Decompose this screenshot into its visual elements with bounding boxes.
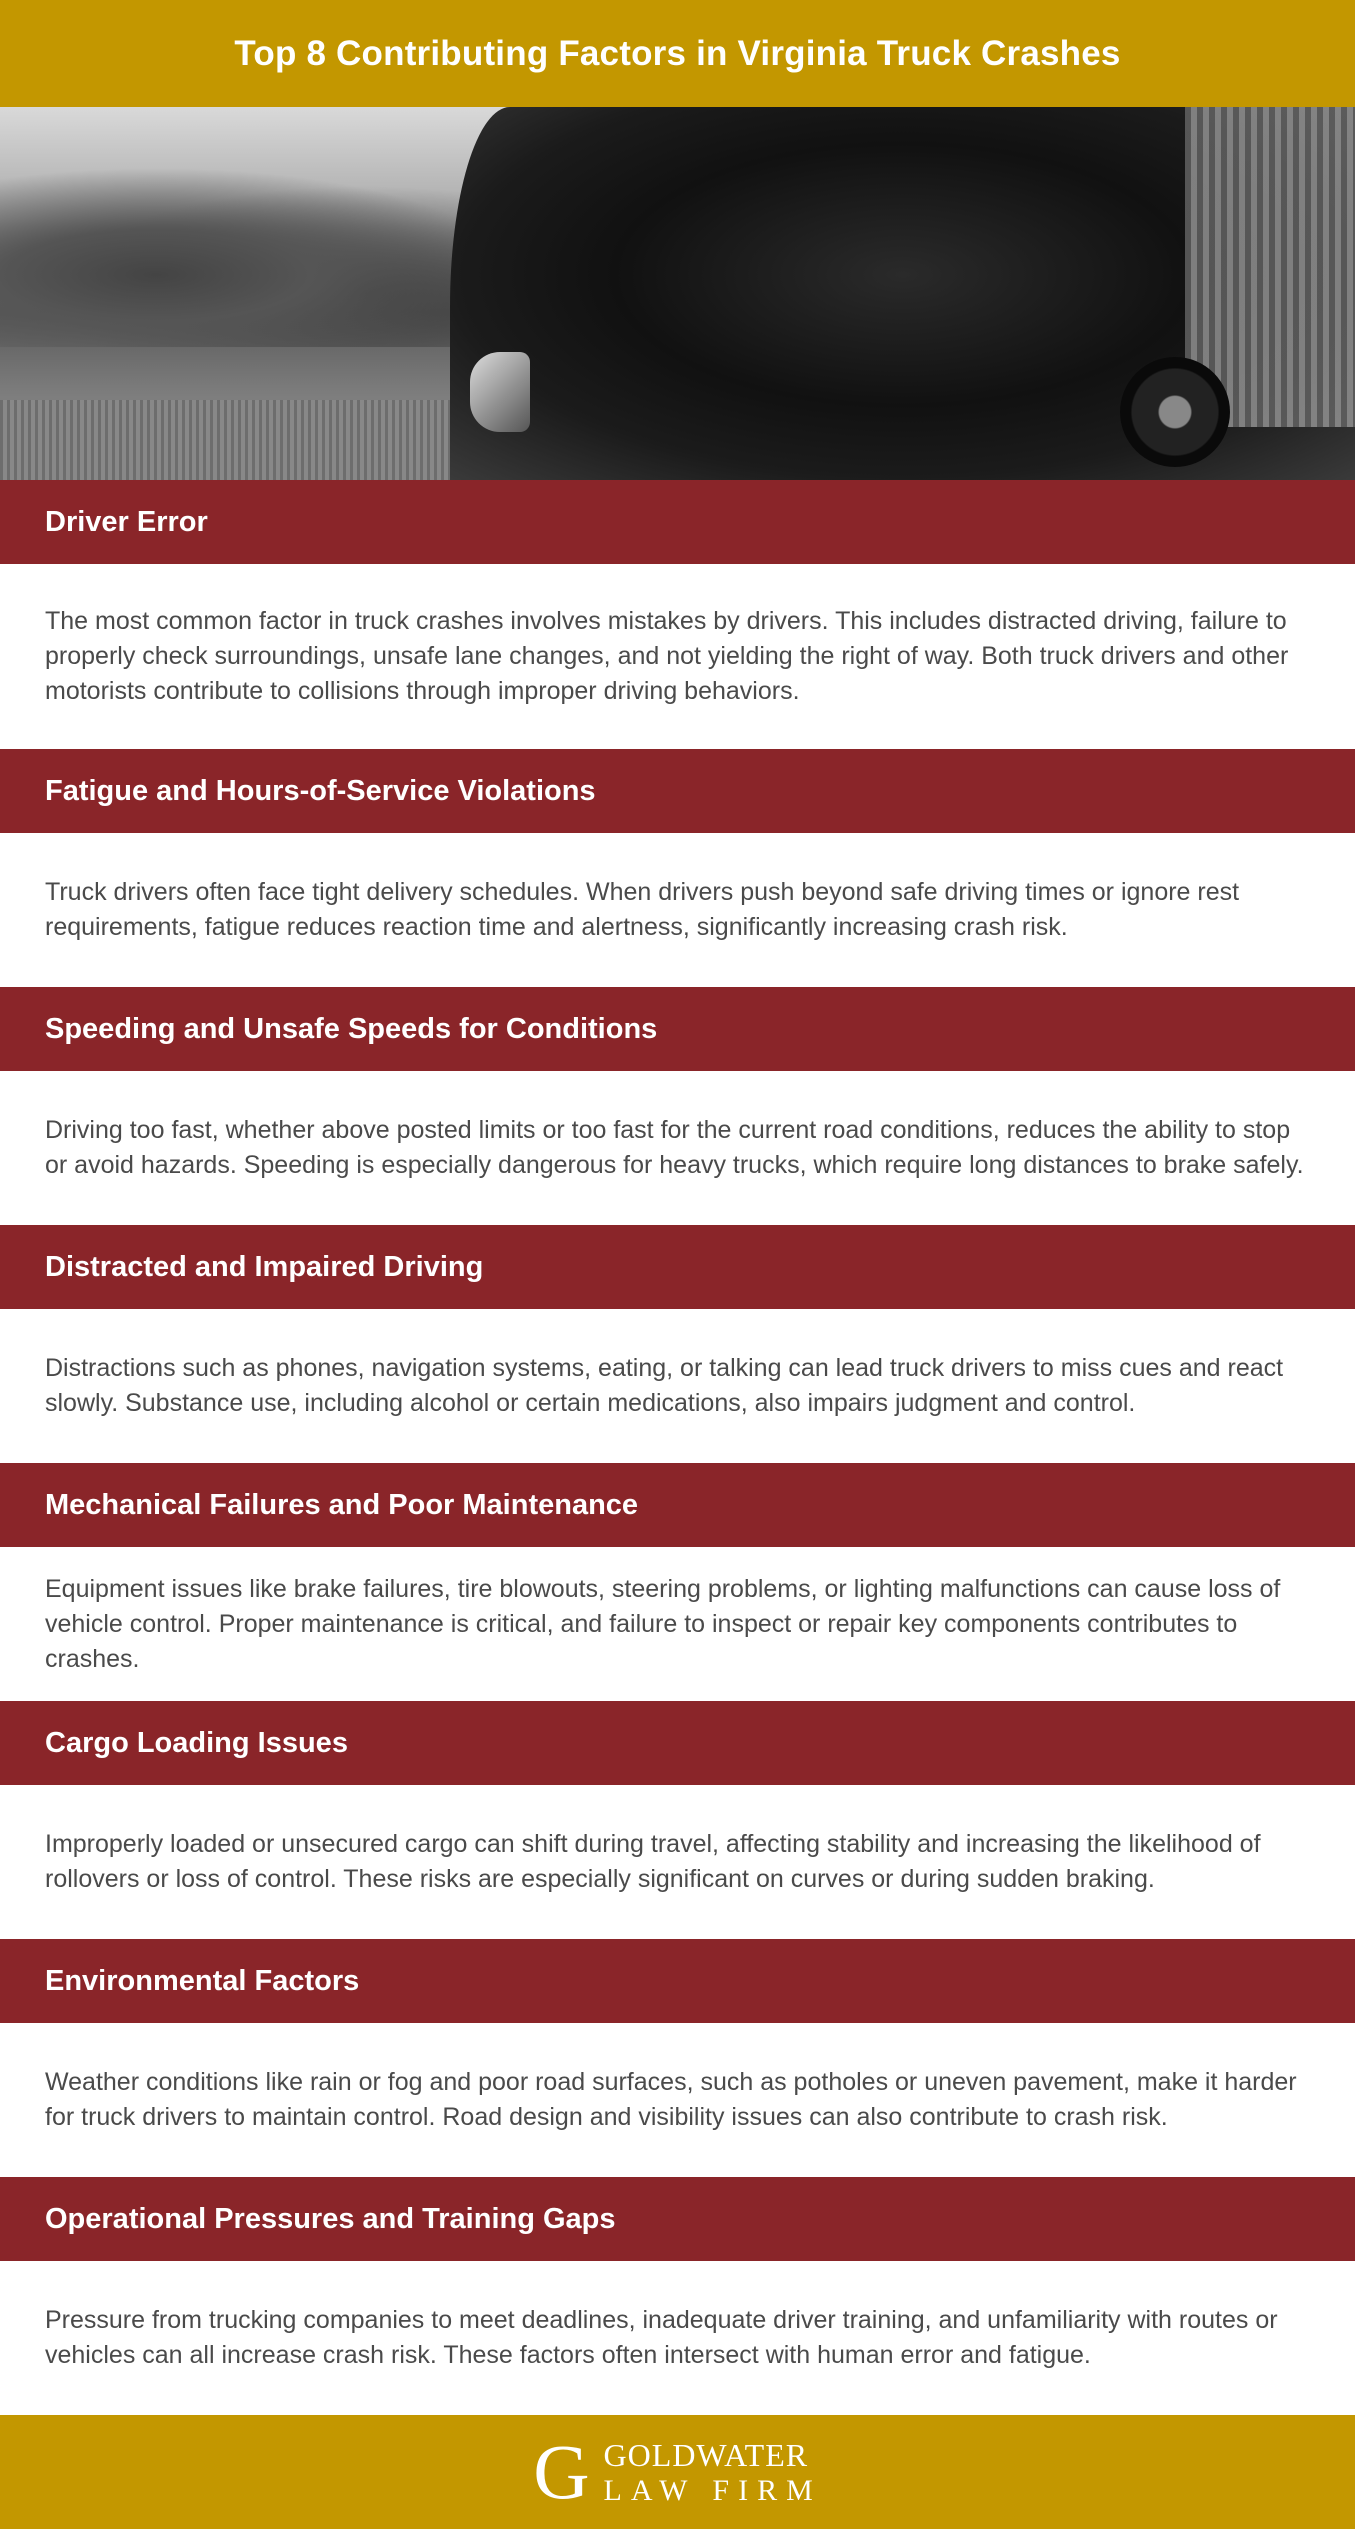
section-body (0, 1309, 1355, 1463)
section-body (0, 2023, 1355, 2177)
footer-banner (0, 2415, 1355, 2529)
section-header (0, 987, 1355, 1071)
section-body (0, 1071, 1355, 1225)
section-text: Pressure from trucking companies to meet deadlines, inadequate driver training, and unfamiliarity with routes or vehicles can all increase crash risk. These factors often intersect with human error and fatigue. (45, 2306, 1278, 2369)
section-body (0, 564, 1355, 749)
section-header (0, 1701, 1355, 1785)
section-text: Driving too fast, whether above posted limits or too fast for the current road conditions, reduces the ability to stop or avoid hazards. Speeding is especially dangerous for heavy trucks, which require long distances to brake safely. (45, 1116, 1304, 1179)
section-header (0, 480, 1355, 564)
section-body (0, 1547, 1355, 1701)
factor-section-7 (0, 1939, 1355, 2177)
section-heading: Driver Error (45, 505, 208, 538)
factor-section-5 (0, 1463, 1355, 1701)
section-heading: Mechanical Failures and Poor Maintenance (45, 1488, 639, 1521)
truck-headlight (470, 352, 530, 432)
section-heading: Speeding and Unsafe Speeds for Conditions (45, 1012, 658, 1045)
section-text: Improperly loaded or unsecured cargo can shift during travel, affecting stability and increasing the likelihood of rollovers or loss of control. These risks are especially significant on curves or during sudden braking. (45, 1830, 1261, 1893)
section-body (0, 1785, 1355, 1939)
background-trees (0, 167, 520, 347)
logo-line-1: GOLDWATER (603, 2436, 809, 2473)
section-text: Equipment issues like brake failures, tire blowouts, steering problems, or lighting malfunctions can cause loss of vehicle control. Proper maintenance is critical, and failure to inspect or repair key components contributes to crashes. (45, 1574, 1281, 1673)
section-text: Weather conditions like rain or fog and poor road surfaces, such as potholes or uneven pavement, make it harder for truck drivers to maintain control. Road design and visibility issues can also contribute to crash risk. (45, 2068, 1297, 2131)
page-title: Top 8 Contributing Factors in Virginia Truck Crashes (234, 33, 1121, 73)
factor-section-3 (0, 987, 1355, 1225)
factor-section-1 (0, 480, 1355, 749)
section-text: Distractions such as phones, navigation systems, eating, or talking can lead truck drivers to miss cues and react slowly. Substance use, including alcohol or certain medications, also impairs judgment and control. (45, 1354, 1284, 1417)
section-header (0, 749, 1355, 833)
goldwater-logo-text (604, 2437, 822, 2508)
goldwater-logo-mark: G (533, 2428, 590, 2515)
truck-wheel (1120, 357, 1230, 467)
factor-section-2 (0, 749, 1355, 987)
section-heading: Distracted and Impaired Driving (45, 1250, 484, 1283)
factor-section-4 (0, 1225, 1355, 1463)
section-header (0, 1939, 1355, 2023)
truck-crash-photo (0, 107, 1355, 480)
section-header (0, 2177, 1355, 2261)
factor-section-6 (0, 1701, 1355, 1939)
title-banner (0, 0, 1355, 107)
section-heading: Cargo Loading Issues (45, 1726, 348, 1759)
section-header (0, 1463, 1355, 1547)
section-heading: Fatigue and Hours-of-Service Violations (45, 774, 596, 807)
logo-line-2: LAW FIRM (603, 2473, 822, 2507)
section-heading: Environmental Factors (45, 1964, 360, 1997)
section-body (0, 2261, 1355, 2415)
section-text: Truck drivers often face tight delivery schedules. When drivers push beyond safe driving times or ignore rest requirements, fatigue reduces reaction time and alertness, significantly increasing crash risk. (45, 878, 1240, 941)
section-text: The most common factor in truck crashes involves mistakes by drivers. This includes distracted driving, failure to properly check surroundings, unsafe lane changes, and not yielding the right of way. Both truck drivers and other motorists contribute to collisions through improper driving behaviors. (45, 607, 1289, 705)
factor-section-8 (0, 2177, 1355, 2415)
section-header (0, 1225, 1355, 1309)
section-body (0, 833, 1355, 987)
section-heading: Operational Pressures and Training Gaps (45, 2202, 616, 2235)
